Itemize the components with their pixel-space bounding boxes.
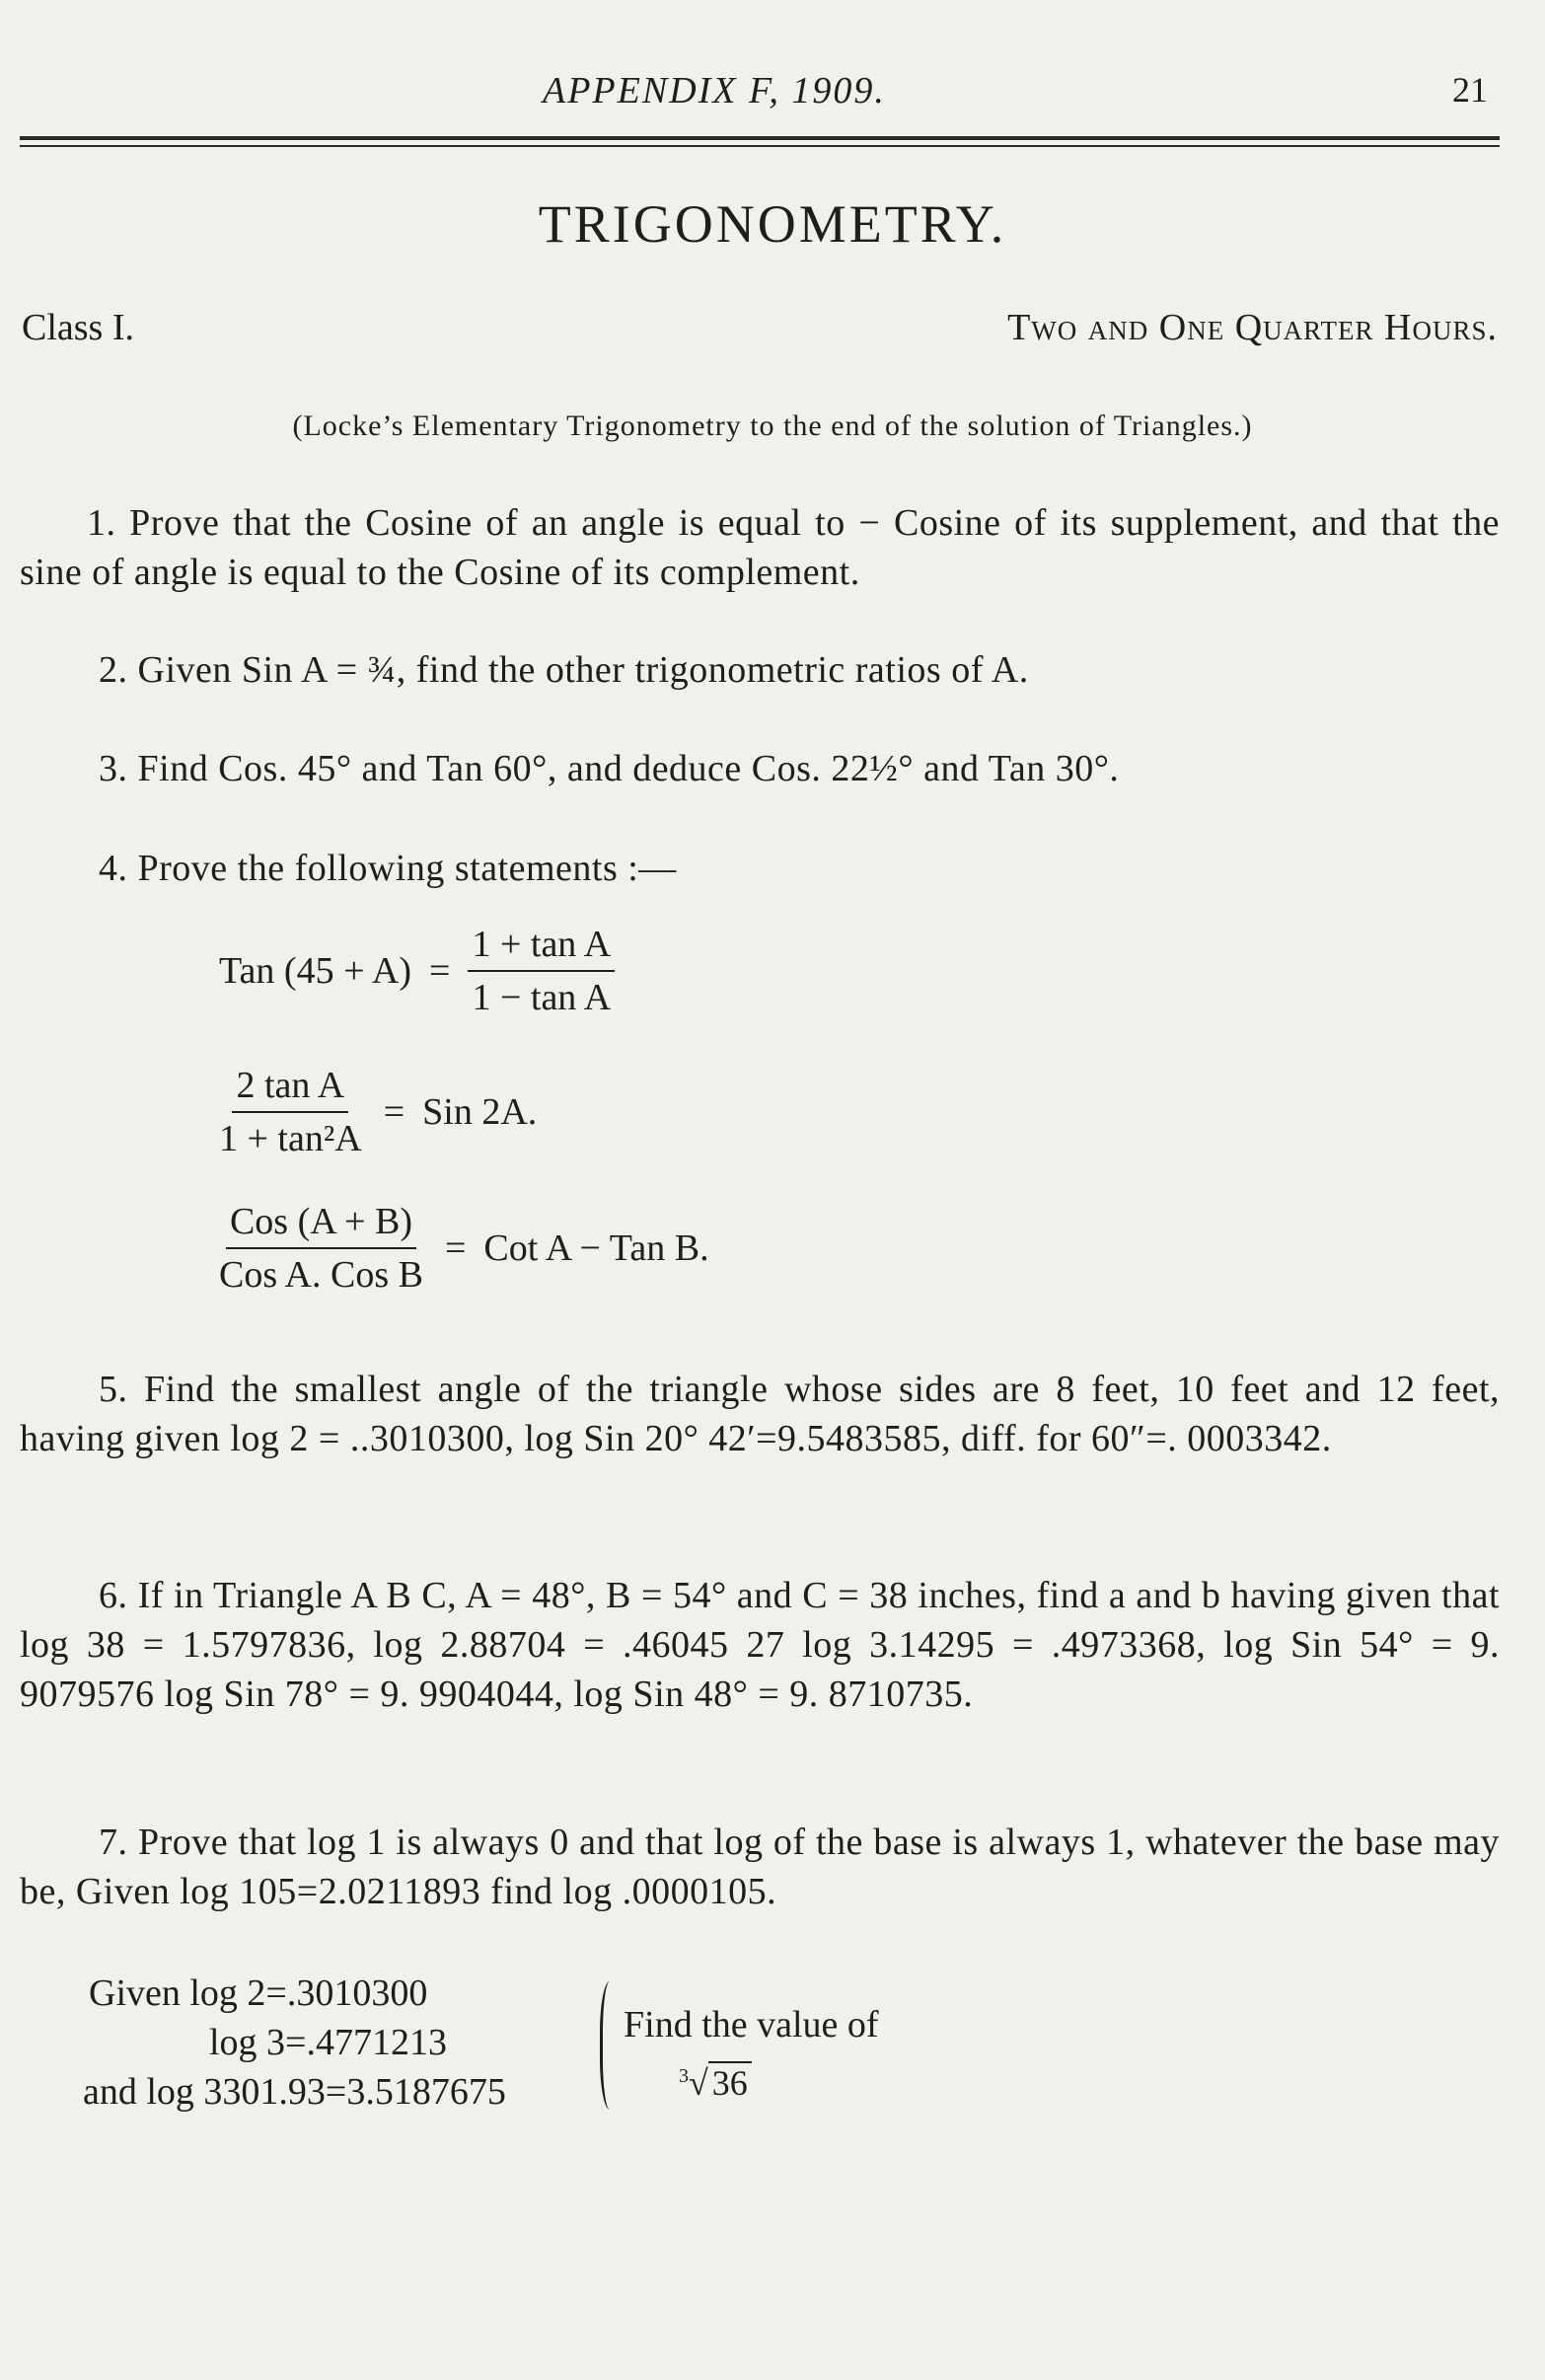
fraction <box>215 1200 427 1297</box>
running-head: APPENDIX F, 1909. <box>543 70 886 112</box>
question-2 <box>20 645 1500 695</box>
brace <box>600 1981 625 2110</box>
class-label: Class I. <box>22 307 134 348</box>
question-7 <box>20 1818 1500 1916</box>
formula-1 <box>219 923 615 1019</box>
fraction-denominator: 1 − tan A <box>472 977 612 1018</box>
question-number: 2. <box>99 649 128 691</box>
equals-sign: = <box>444 1227 467 1269</box>
radical-sign-icon: √ <box>689 2063 708 2103</box>
formula-3 <box>215 1200 709 1297</box>
formula-2 <box>215 1064 537 1160</box>
question-number: 1. <box>87 502 116 544</box>
header-rule <box>20 136 1500 140</box>
cube-root-expression <box>679 2062 752 2104</box>
formula-rhs: Sin 2A. <box>422 1091 538 1133</box>
given-line: log 3=.4771213 <box>209 2022 447 2063</box>
fraction <box>215 1064 366 1160</box>
question-number: 3. <box>99 748 128 789</box>
page-title: TRIGONOMETRY. <box>538 194 1007 254</box>
formula-rhs: Cot A − Tan B. <box>483 1227 709 1269</box>
fraction <box>468 923 615 1019</box>
question-4 <box>20 844 1500 893</box>
question-text: Prove that the Cosine of an angle is equal to − Cosine of its supplement, and that the sine of angle is equal to the Cosine of its complement. <box>20 502 1501 593</box>
header-rule-thin <box>20 145 1500 147</box>
question-number: 4. <box>99 848 128 889</box>
question-text: If in Triangle A B C, A = 48°, B = 54° and C = 38 inches, find a and b having given that log 38 = 1.5797836, log 2.88704 = .46045 27 log 3.14295 = .4973368, log Sin 54° = 9. 9079576 log Sin 78° = 9. 9904044, log Sin 48° = 9. 8710735. <box>20 1575 1501 1715</box>
question-3 <box>20 744 1500 793</box>
question-6 <box>20 1571 1500 1719</box>
page-number: 21 <box>1452 70 1488 110</box>
given-logs <box>83 1969 596 2117</box>
question-number: 7. <box>99 1822 128 1863</box>
find-value-text: Find the value of <box>624 2004 879 2045</box>
question-number: 5. <box>99 1369 128 1410</box>
question-text: Find the smallest angle of the triangle whose sides are 8 feet, 10 feet and 12 feet, having given log 2 = ..3010300, log Sin 20° 42′=9.5483585, diff. for 60″=. 0003342. <box>20 1369 1500 1459</box>
question-1 <box>20 498 1500 597</box>
equals-sign: = <box>383 1091 405 1133</box>
question-number: 6. <box>99 1575 128 1616</box>
root-radicand: 36 <box>708 2061 752 2103</box>
root-index: 3 <box>679 2065 689 2087</box>
equals-sign: = <box>429 950 451 992</box>
question-text: Given Sin A = ¾, find the other trigonometric ratios of A. <box>137 649 1029 691</box>
fraction-numerator: Cos (A + B) <box>226 1200 416 1249</box>
fraction-numerator: 2 tan A <box>232 1064 348 1113</box>
given-line: Given log 2=.3010300 <box>89 1972 428 2014</box>
fraction-denominator: 1 + tan²A <box>219 1118 362 1159</box>
given-line: and log 3301.93=3.5187675 <box>83 2071 506 2113</box>
fraction-denominator: Cos A. Cos B <box>219 1254 423 1296</box>
question-text: Prove that log 1 is always 0 and that log of the base is always 1, whatever the base may be, Given log 105=2.0211893 find log .0000105. <box>20 1822 1500 1912</box>
question-5 <box>20 1365 1500 1463</box>
question-text: Prove the following statements :— <box>137 848 677 889</box>
fraction-numerator: 1 + tan A <box>468 923 615 972</box>
question-text: Find Cos. 45° and Tan 60°, and deduce Cos. 22½° and Tan 30°. <box>137 748 1120 789</box>
textbook-note: (Locke’s Elementary Trigonometry to the end of the solution of Triangles.) <box>292 409 1253 442</box>
formula-lhs: Tan (45 + A) <box>219 950 412 992</box>
exam-duration: Two and One Quarter Hours. <box>1007 307 1498 348</box>
